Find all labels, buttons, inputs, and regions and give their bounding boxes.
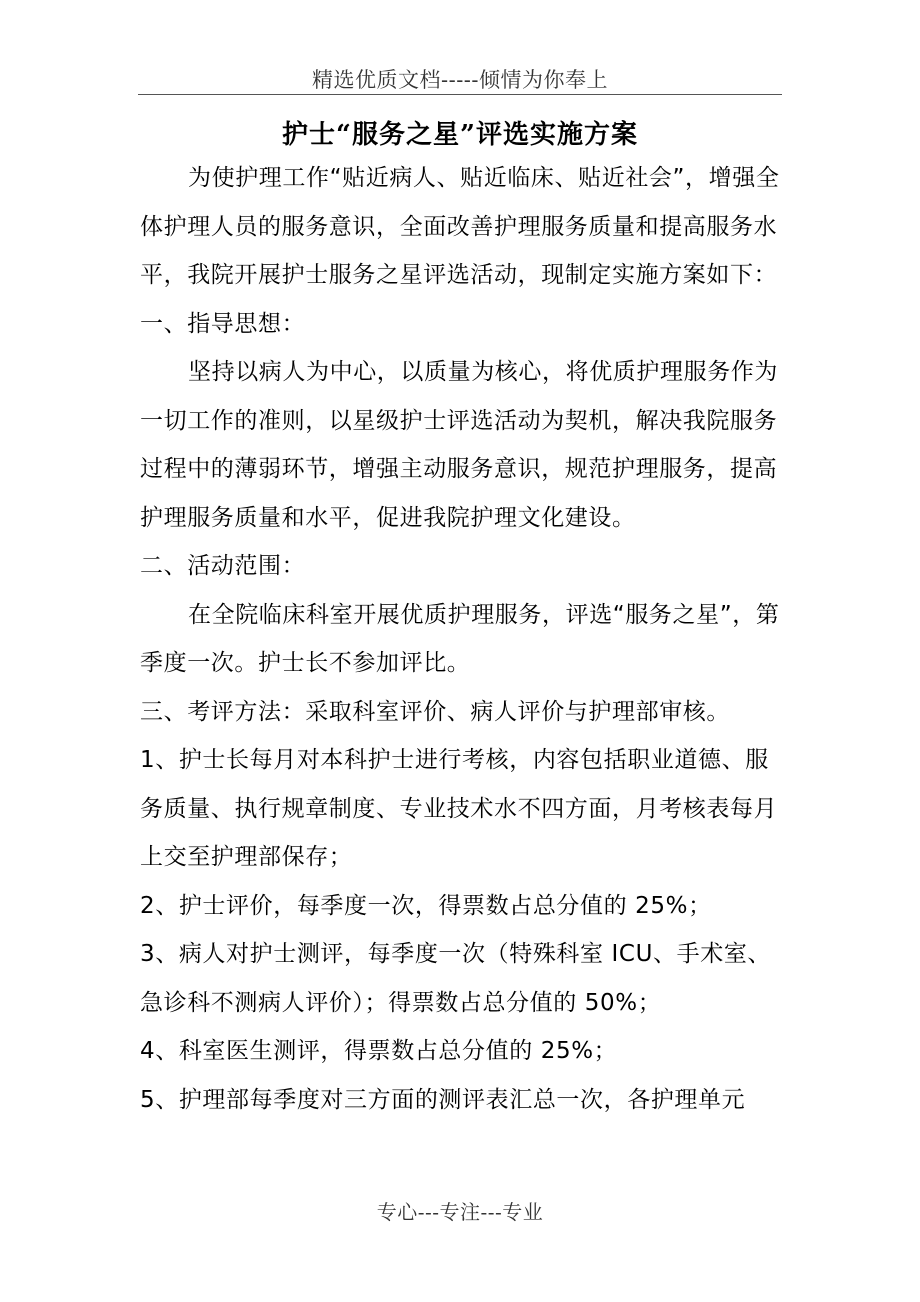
page-header: 精选优质文档-----倾情为你奉上 — [312, 68, 608, 92]
page-footer: 专心---专注---专业 — [376, 1200, 544, 1224]
section-heading-activity-scope: 二、活动范围： — [140, 553, 306, 579]
evaluation-item-4: 4、科室医生测评，得票数占总分值的 25%； — [140, 1038, 618, 1064]
section-heading-guiding-ideology: 一、指导思想： — [140, 310, 306, 337]
document-title: 护士“服务之星”评选实施方案 — [282, 120, 638, 150]
evaluation-item-3: 3、病人对护士测评，每季度一次（特殊科室 ICU、手术室、急诊科不测病人评价）；得票数占总分值的 50%； — [140, 941, 772, 1016]
evaluation-item-1: 1、护士长每月对本科护士进行考核，内容包括职业道德、服务质量、执行规章制度、专业技术水不四方面，月考核表每月上交至护理部保存； — [140, 747, 778, 870]
header-divider — [138, 94, 782, 95]
section-heading-evaluation-method: 三、考评方法：采取科室评价、病人评价与护理部审核。 — [140, 698, 730, 725]
evaluation-item-2: 2、护士评价，每季度一次，得票数占总分值的 25%； — [140, 892, 712, 919]
intro-paragraph: 为使护理工作“贴近病人、贴近临床、贴近社会”，增强全体护理人员的服务意识，全面改善护理服务质量和提高服务水平，我院开展护士服务之星评选活动，现制定实施方案如下： — [140, 165, 780, 288]
evaluation-item-5: 5、护理部每季度对三方面的测评表汇总一次，各护理单元 — [140, 1086, 746, 1113]
guiding-ideology-paragraph: 坚持以病人为中心，以质量为核心，将优质护理服务作为一切工作的准则，以星级护士评选活动为契机，解决我院服务过程中的薄弱环节，增强主动服务意识，规范护理服务，提高护理服务质量和水平，促进我院护理文化建设。 — [140, 359, 778, 531]
activity-scope-paragraph: 在全院临床科室开展优质护理服务，评选“服务之星”，第季度一次。护士长不参加评比。 — [140, 601, 780, 676]
document-body — [140, 154, 785, 1124]
